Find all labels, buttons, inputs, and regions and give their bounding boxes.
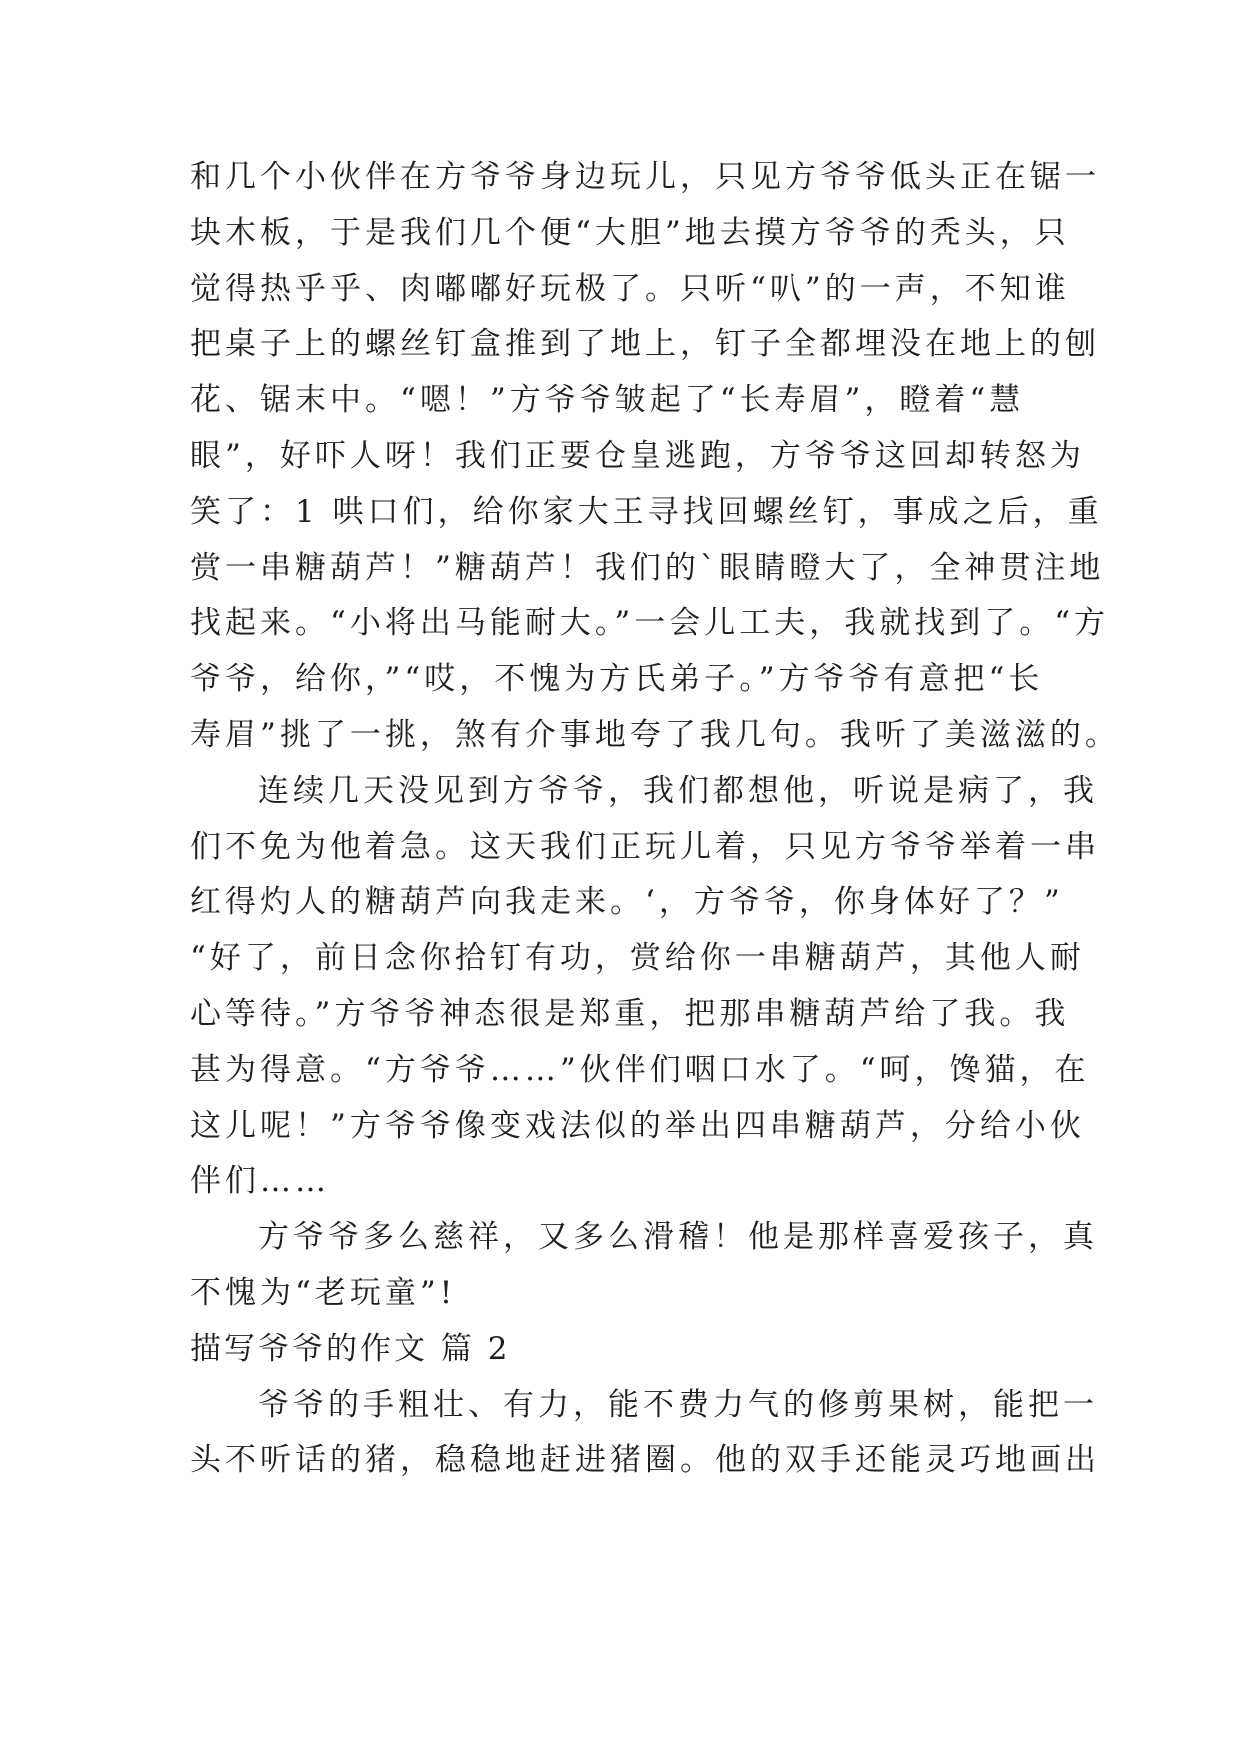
text-line: 不愧为“老玩童”! — [190, 1274, 457, 1311]
text-line: 块木板，于是我们几个便“大胆”地去摸方爷爷的秃头，只 — [190, 214, 1070, 251]
text-line: 甚为得意。“方爷爷……”伙伴们咽口水了。“呵，馋猫，在 — [190, 1051, 1090, 1088]
text-line: 们不免为他着急。这天我们正玩儿着，只见方爷爷举着一串 — [190, 828, 1100, 865]
paragraph-3 — [190, 1210, 1098, 1322]
text-line: 爷爷，给你，”“哎，不愧为方氏弟子。”方爷爷有意把“长 — [190, 661, 1044, 698]
text-line: “好了，前日念你拾钉有功，赏给你一串糖葫芦，其他人耐 — [190, 940, 1085, 977]
text-line: 花、锯末中。“嗯！”方爷爷皱起了“长寿眉”，瞪着“慧 — [190, 382, 1025, 419]
section-heading: 描写爷爷的作文 篇 2 — [190, 1330, 511, 1367]
text-line: 方爷爷多么慈祥，又多么滑稽！他是那样喜爱孩子，真 — [258, 1219, 1098, 1256]
text-line: 爷爷的手粗壮、有力，能不费力气的修剪果树，能把一 — [258, 1386, 1098, 1423]
text-line: 把桌子上的螺丝钉盒推到了地上，钉子全都埋没在地上的刨 — [190, 326, 1100, 363]
paragraph-4 — [190, 1378, 1100, 1490]
text-line: 头不听话的猪，稳稳地赶进猪圈。他的双手还能灵巧地画出 — [190, 1442, 1100, 1479]
text-line: 赏一串糖葫芦！”糖葫芦！我们的`眼睛瞪大了，全神贯注地 — [190, 549, 1105, 586]
text-line: 这儿呢！”方爷爷像变戏法似的举出四串糖葫芦，分给小伙 — [190, 1107, 1085, 1144]
text-line: 心等待。”方爷爷神态很是郑重，把那串糖葫芦给了我。我 — [190, 995, 1070, 1032]
text-line: 找起来。“小将出马能耐大。”一会儿工夫，我就找到了。“方 — [190, 605, 1110, 642]
text-line: 连续几天没见到方爷爷，我们都想他，听说是病了，我 — [258, 772, 1098, 809]
document-body — [190, 150, 1120, 1489]
text-line: 觉得热乎乎、肉嘟嘟好玩极了。只听“叭”的一声，不知谁 — [190, 270, 1070, 307]
text-line: 红得灼人的糖葫芦向我走来。‘，方爷爷，你身体好了？” — [190, 884, 1064, 921]
text-line: 笑了：1 哄口们，给你家大王寻找回螺丝钉，事成之后，重 — [190, 493, 1103, 530]
text-line: 和几个小伙伴在方爷爷身边玩儿，只见方爷爷低头正在锯一 — [190, 159, 1100, 195]
text-line: 伴们…… — [190, 1163, 330, 1200]
paragraph-2 — [190, 764, 1100, 1210]
paragraph-1 — [190, 150, 1120, 764]
text-line: 寿眉”挑了一挑，煞有介事地夸了我几句。我听了美滋滋的。 — [190, 716, 1120, 753]
text-line: 眼”，好吓人呀！我们正要仓皇逃跑，方爷爷这回却转怒为 — [190, 437, 1085, 474]
